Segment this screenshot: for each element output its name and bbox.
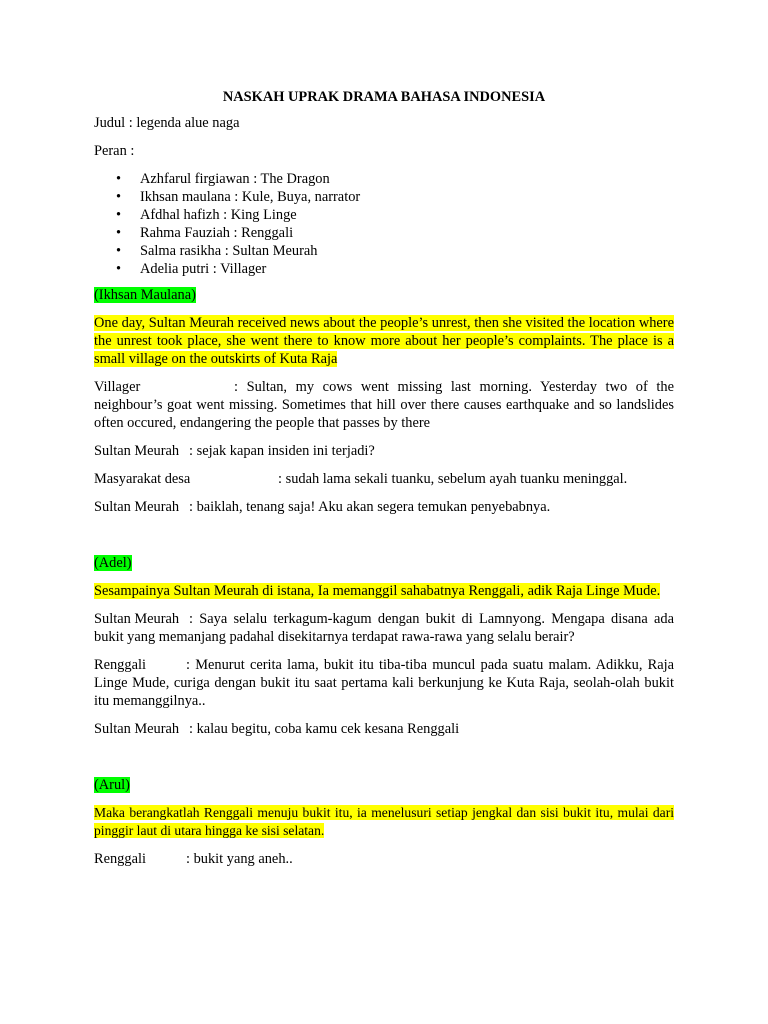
speaker-name: Masyarakat desa [94,471,191,487]
speaker-name: Villager [94,379,141,395]
bullet-icon: • [116,243,122,259]
bullet-icon: • [116,261,122,277]
cast-item: • Azhfarul firgiawan : The Dragon [116,171,330,187]
spacer [94,748,674,776]
spacer [94,526,674,554]
dialogue-line [94,720,674,738]
speaker-name: Renggali [94,657,146,673]
speaker-name: Sultan Meurah [94,443,180,459]
dialogue-text: : Saya selalu terkagum-kagum dengan bukit di Lamnyong. Mengapa disana ada bukit yang memanjang padahal disekitarnya terdapat rawa-rawa yang selalu berair? [94,611,674,645]
dialogue-text: : sudah lama sekali tuanku, sebelum ayah tuanku meninggal. [278,471,628,487]
speaker-name: Sultan Meurah [94,499,180,515]
dialogue-line [94,470,674,488]
performer-label: (Adel) [94,555,132,571]
narration: One day, Sultan Meurah received news about the people’s unrest, then she visited the location where the unrest took place, she went there to know more about her people’s complaints. The place is a small village on the outskirts of Kuta Raja [94,315,674,367]
performer-label: (Arul) [94,777,130,793]
cast-item: • Ikhsan maulana : Kule, Buya, narrator [116,189,361,205]
dialogue-text: : bukit yang aneh.. [186,851,293,867]
document-title: NASKAH UPRAK DRAMA BAHASA INDONESIA [222,89,546,105]
dialogue-text: : sejak kapan insiden ini terjadi? [189,443,375,459]
narration: Maka berangkatlah Renggali menuju bukit itu, ia menelusuri setiap jengkal dan sisi bukit itu, mulai dari pinggir laut di utara hingga ke sisi selatan. [94,805,674,838]
dialogue-line [94,442,674,460]
speaker-name: Renggali [94,851,146,867]
bullet-icon: • [116,207,122,223]
narration: Sesampainya Sultan Meurah di istana, Ia memanggil sahabatnya Renggali, adik Raja Linge Mude. [94,583,661,599]
dialogue-line [94,850,674,868]
dialogue-line [94,378,674,432]
dialogue-line [94,498,674,516]
cast-item: • Afdhal hafizh : King Linge [116,207,297,223]
speaker-name: Sultan Meurah [94,721,180,737]
judul-line: Judul : legenda alue naga [94,115,240,131]
cast-item: • Rahma Fauziah : Renggali [116,225,294,241]
dialogue-line [94,656,674,710]
bullet-icon: • [116,171,122,187]
speaker-name: Sultan Meurah [94,611,180,627]
dialogue-text: : Sultan, my cows went missing last morning. Yesterday two of the neighbour’s goat went missing. Sometimes that hill over there causes earthquake and so landslides often occured, endangering the people that passes by there [94,379,674,431]
dialogue-text: : baiklah, tenang saja! Aku akan segera temukan penyebabnya. [189,499,551,515]
bullet-icon: • [116,189,122,205]
dialogue-text: : kalau begitu, coba kamu cek kesana Renggali [189,721,460,737]
performer-label: (Ikhsan Maulana) [94,287,196,303]
dialogue-line [94,610,674,646]
cast-item: • Adelia putri : Villager [116,261,267,277]
dialogue-text: : Menurut cerita lama, bukit itu tiba-tiba muncul pada suatu malam. Adikku, Raja Linge Mude, curiga dengan bukit itu saat pertama kali berkunjung ke Kuta Raja, seolah-olah bukit itu memanggilnya.. [94,657,674,709]
cast-item: • Salma rasikha : Sultan Meurah [116,243,318,259]
cast-list [94,170,674,278]
peran-label: Peran : [94,143,135,159]
bullet-icon: • [116,225,122,241]
